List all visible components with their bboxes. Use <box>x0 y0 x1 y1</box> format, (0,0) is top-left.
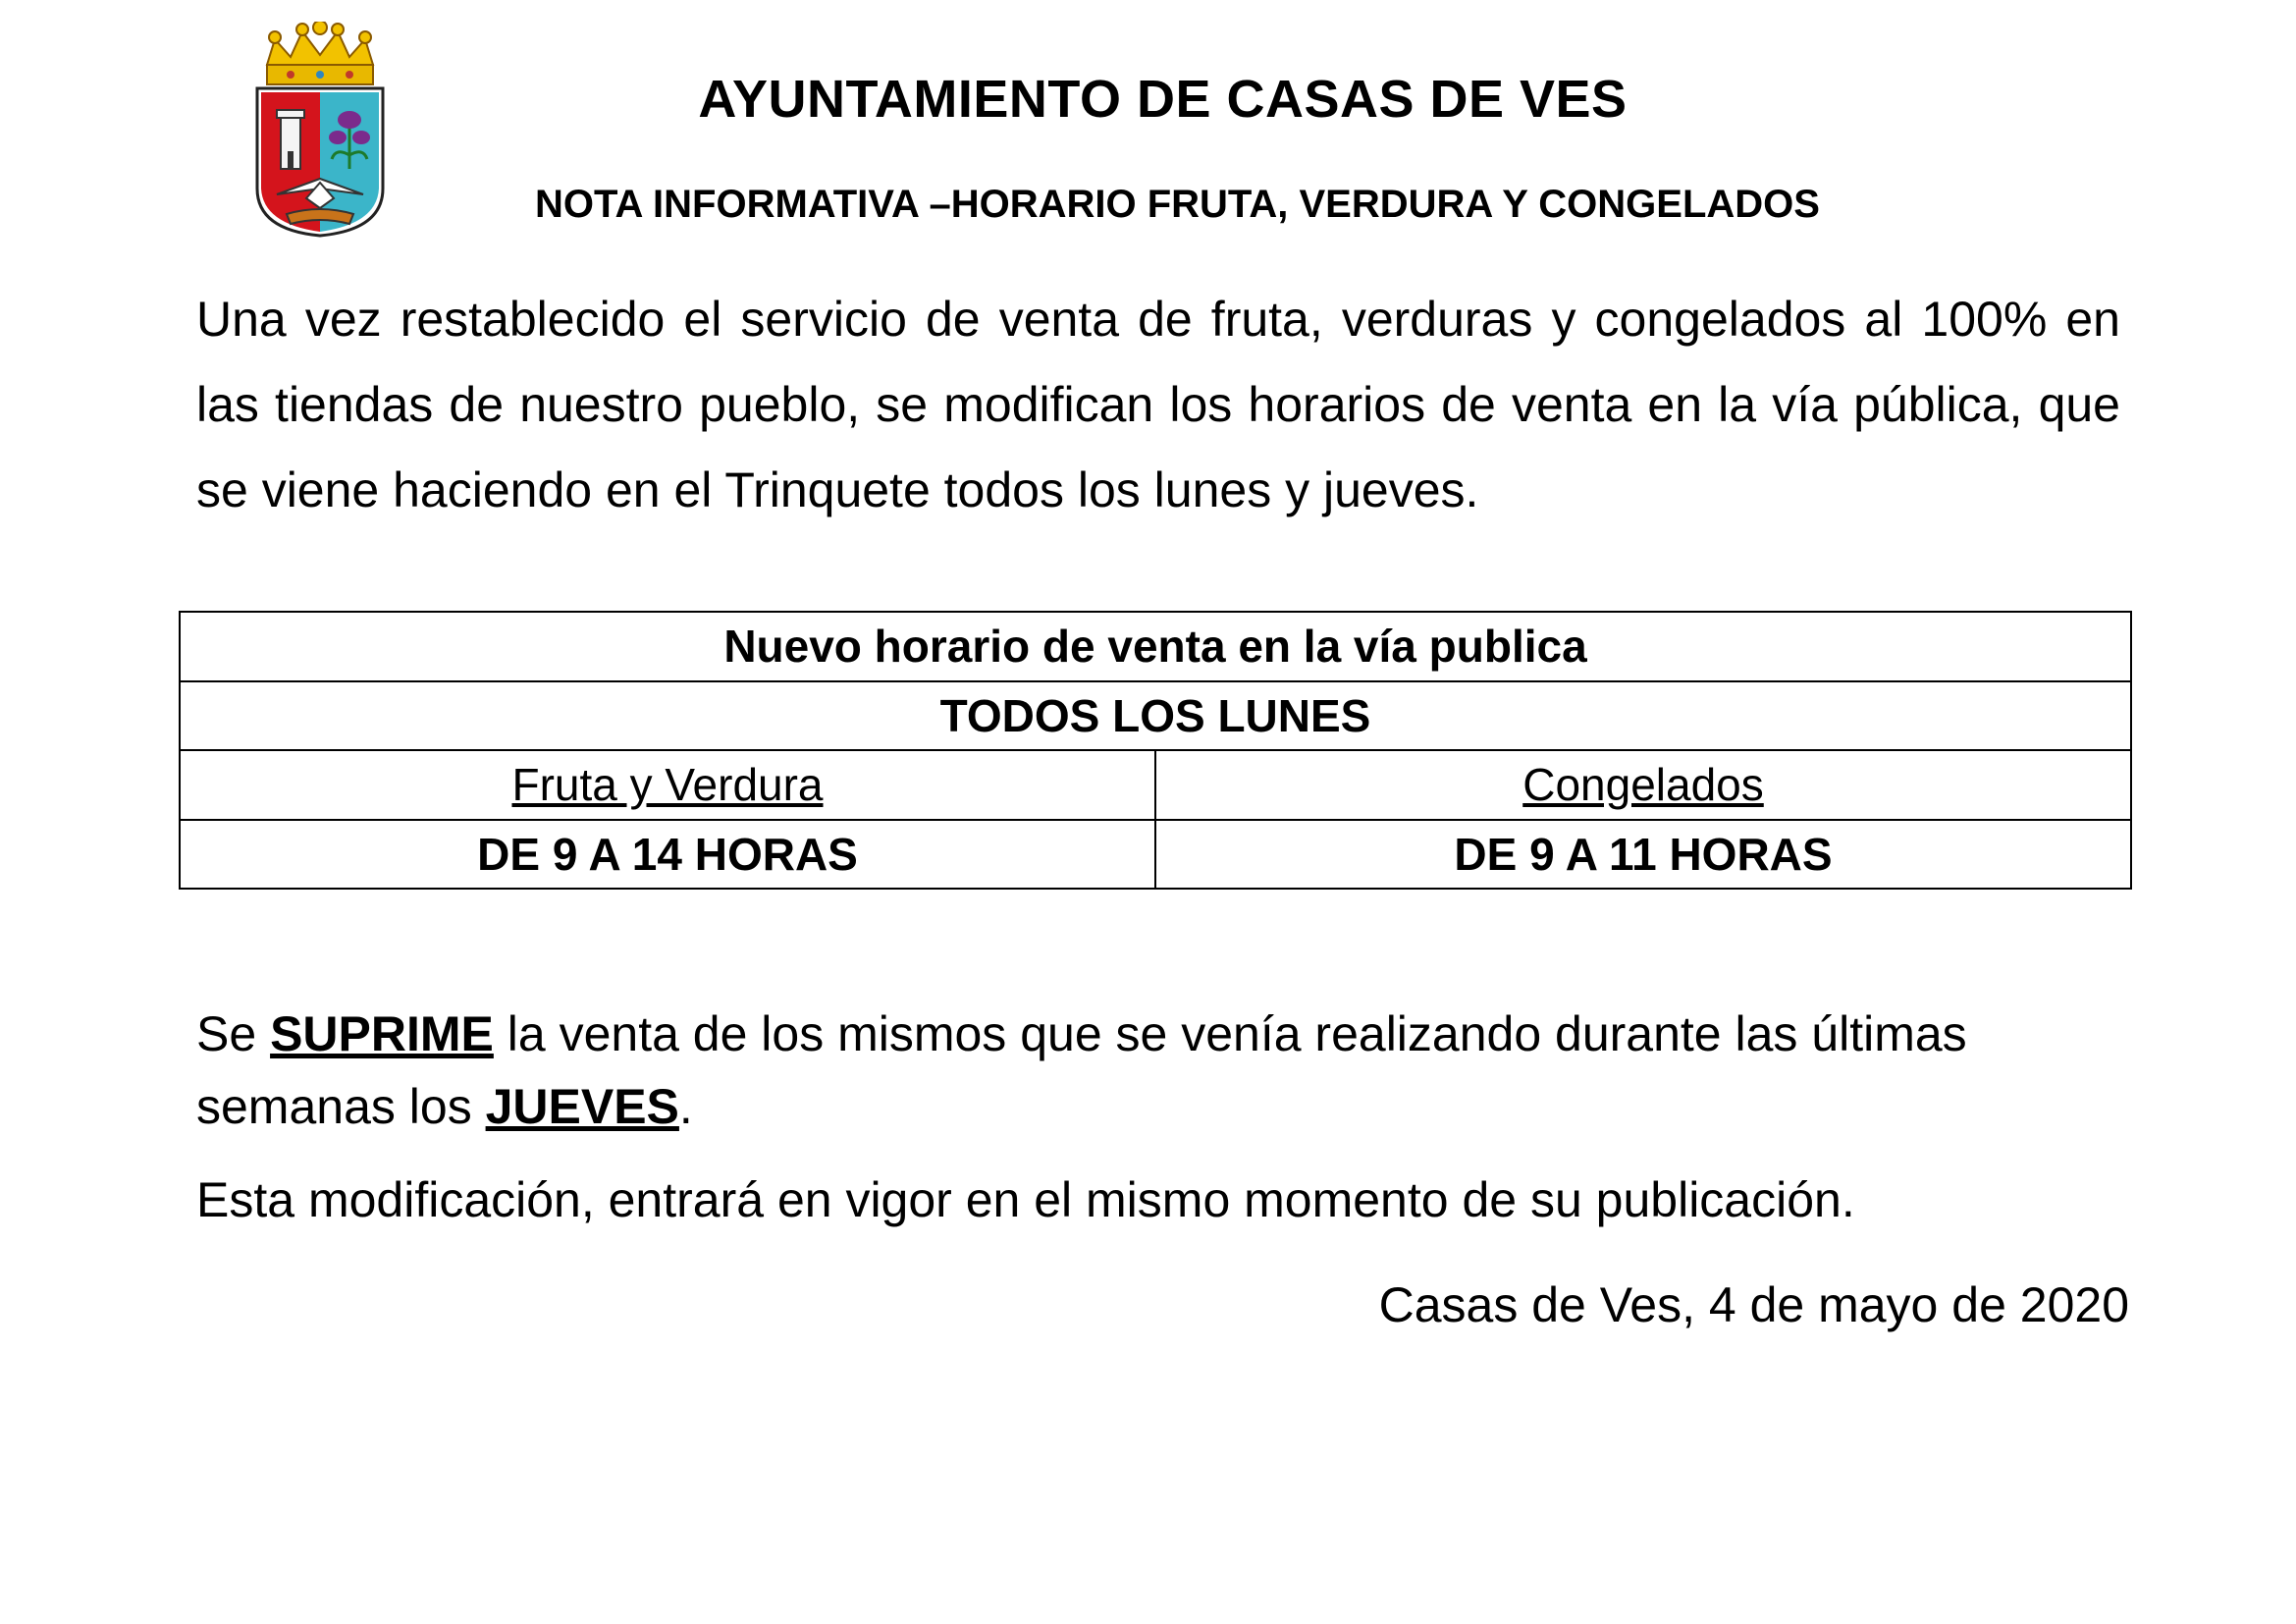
hours-frozen: DE 9 A 11 HORAS <box>1155 820 2131 890</box>
table-row <box>180 750 2131 820</box>
schedule-title: Nuevo horario de venta en la vía publica <box>180 612 2131 681</box>
column-label: Fruta y Verdura <box>511 759 824 811</box>
page-subtitle: NOTA INFORMATIVA –HORARIO FRUTA, VERDURA Y CONGELADOS <box>535 183 1820 226</box>
effective-notice: Esta modificación, entrará en vigor en el mismo momento de su publicación. <box>196 1172 1855 1227</box>
column-fruit-vegetables <box>180 750 1155 820</box>
page-title: AYUNTAMIENTO DE CASAS DE VES <box>698 70 1628 129</box>
column-label: Congelados <box>1522 759 1764 811</box>
table-row <box>180 612 2131 681</box>
column-frozen <box>1155 750 2131 820</box>
suppression-notice: Se SUPRIME la venta de los mismos que se venía realizando durante las últimas semanas los JUEVES. <box>196 1006 1967 1134</box>
schedule-day: TODOS LOS LUNES <box>180 681 2131 751</box>
table-row <box>180 681 2131 751</box>
schedule-table <box>179 611 2132 890</box>
thursday-keyword: JUEVES <box>485 1079 679 1134</box>
suppress-keyword: SUPRIME <box>270 1006 494 1061</box>
table-row <box>180 820 2131 890</box>
hours-fruit-vegetables: DE 9 A 14 HORAS <box>180 820 1155 890</box>
signature-date: Casas de Ves, 4 de mayo de 2020 <box>1378 1277 2129 1332</box>
intro-paragraph: Una vez restablecido el servicio de venta de fruta, verduras y congelados al 100% en las tiendas de nuestro pueblo, se modifican los horarios de venta en la vía pública, que se viene haciendo en el Trinquete todos los lunes y jueves. <box>196 292 2120 517</box>
